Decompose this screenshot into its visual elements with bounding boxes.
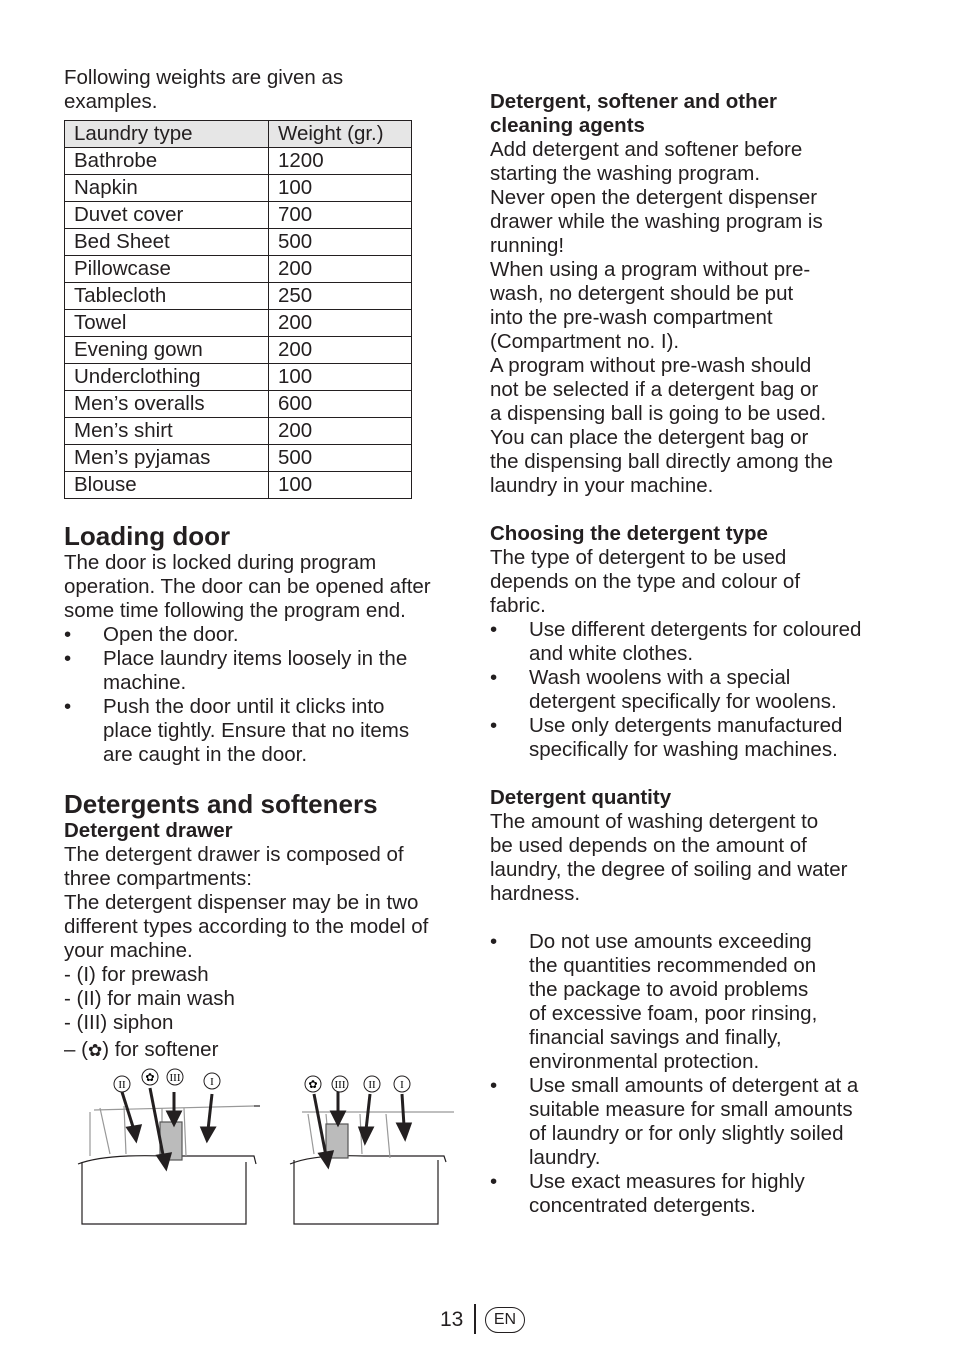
text-line: The amount of washing detergent to	[490, 810, 819, 833]
bullet-line: • Push the door until it clicks into	[103, 695, 385, 718]
detergent-drawer-heading: Detergent drawer	[64, 819, 233, 842]
table-row	[65, 229, 412, 256]
cell-weight: 500	[269, 229, 412, 256]
text-line: wash, no detergent should be put	[490, 282, 794, 305]
header-laundry-type: Laundry type	[65, 121, 269, 148]
text-line: - (II) for main wash	[64, 987, 235, 1010]
language-badge: EN	[485, 1307, 525, 1333]
bullet-item	[64, 695, 464, 767]
label-III-left: III	[169, 1072, 181, 1084]
cell-laundry-type: Towel	[65, 310, 269, 337]
agents-heading-line-2: cleaning agents	[490, 114, 645, 137]
cell-weight: 200	[269, 310, 412, 337]
text-line: starting the washing program.	[490, 162, 761, 185]
label-I-left: I	[210, 1076, 214, 1088]
bullet-line: the package to avoid problems	[529, 978, 809, 1001]
cell-weight: 600	[269, 391, 412, 418]
softener-symbol-icon: ✿	[87, 1041, 103, 1060]
cell-weight: 100	[269, 472, 412, 499]
cell-laundry-type: Evening gown	[65, 337, 269, 364]
text-line: the dispensing ball directly among the	[490, 450, 834, 473]
label-softener-right: ✿	[308, 1079, 318, 1091]
bullet-line: place tightly. Ensure that no items	[103, 719, 410, 742]
bullet-line: laundry.	[529, 1146, 601, 1169]
detergent-type-heading: Choosing the detergent type	[490, 522, 768, 545]
label-I-right: I	[400, 1079, 404, 1091]
text-line: Never open the detergent dispenser	[490, 186, 818, 209]
bullet-item	[64, 647, 464, 695]
bullet-line: financial savings and finally,	[529, 1026, 782, 1049]
text-line: The detergent dispenser may be in two	[64, 891, 419, 914]
cell-laundry-type: Tablecloth	[65, 283, 269, 310]
detergent-drawer-text	[64, 843, 464, 1035]
drawer-right-labels	[305, 1076, 410, 1092]
text-line: drawer while the washing program is	[490, 210, 823, 233]
weights-table-body	[65, 148, 412, 499]
loading-door-bullets	[64, 623, 464, 767]
right-column	[490, 90, 900, 1218]
bullet-item	[490, 1170, 900, 1218]
text-line: When using a program without pre-	[490, 258, 811, 281]
table-row	[65, 283, 412, 310]
cell-laundry-type: Men’s pyjamas	[65, 445, 269, 472]
text-line: fabric.	[490, 594, 546, 617]
cell-weight: 700	[269, 202, 412, 229]
bullet-line: • Do not use amounts exceeding	[529, 930, 812, 953]
bullet-line: • Use exact measures for highly	[529, 1170, 805, 1193]
text-line: hardness.	[490, 882, 581, 905]
bullet-line: the quantities recommended on	[529, 954, 817, 977]
drawer-left-illustration	[78, 1106, 260, 1224]
table-row	[65, 175, 412, 202]
detergent-quantity-bullets	[490, 930, 900, 1218]
bullet-line: of excessive foam, poor rinsing,	[529, 1002, 818, 1025]
bullet-line: suitable measure for small amounts	[529, 1098, 853, 1121]
text-line: be used depends on the amount of	[490, 834, 807, 857]
bullet-item	[490, 714, 900, 762]
cell-weight: 200	[269, 418, 412, 445]
table-header-row	[65, 121, 412, 148]
intro-line-2: examples.	[64, 90, 158, 113]
bullet-line: • Place laundry items loosely in the	[103, 647, 408, 670]
table-row	[65, 202, 412, 229]
bullet-line: • Use only detergents manufactured	[529, 714, 843, 737]
agents-heading-line-1: Detergent, softener and other	[490, 90, 778, 113]
text-line: running!	[490, 234, 565, 257]
bullet-line: specifically for washing machines.	[529, 738, 838, 761]
bullet-line: detergent specifically for woolens.	[529, 690, 837, 713]
softener-line	[64, 1038, 464, 1063]
table-row	[65, 310, 412, 337]
cell-weight: 200	[269, 337, 412, 364]
bullet-line: are caught in the door.	[103, 743, 308, 766]
page-number: 13	[440, 1308, 464, 1331]
cell-weight: 1200	[269, 148, 412, 175]
softener-suffix: ) for softener	[102, 1038, 219, 1061]
bullet-line: • Open the door.	[103, 623, 239, 646]
table-row	[65, 391, 412, 418]
softener-prefix: – (	[64, 1038, 88, 1061]
text-line: (Compartment no. I).	[490, 330, 680, 353]
bullet-item	[490, 666, 900, 714]
bullet-line: environmental protection.	[529, 1050, 760, 1073]
label-II-right: II	[368, 1079, 376, 1091]
cell-laundry-type: Pillowcase	[65, 256, 269, 283]
text-line: operation. The door can be opened after	[64, 575, 431, 598]
bullet-line: and white clothes.	[529, 642, 694, 665]
cell-weight: 250	[269, 283, 412, 310]
bullet-item	[64, 623, 464, 647]
text-line: - (III) siphon	[64, 1011, 174, 1034]
intro-line-1: Following weights are given as	[64, 66, 344, 89]
cell-weight: 200	[269, 256, 412, 283]
footer-divider	[474, 1304, 476, 1334]
text-line: not be selected if a detergent bag or	[490, 378, 819, 401]
text-line: The detergent drawer is composed of	[64, 843, 404, 866]
bullet-line: concentrated detergents.	[529, 1194, 756, 1217]
text-line: laundry, the degree of soiling and water	[490, 858, 848, 881]
text-line: You can place the detergent bag or	[490, 426, 809, 449]
detergent-drawer-diagram	[64, 1064, 464, 1234]
table-row	[65, 337, 412, 364]
text-line: your machine.	[64, 939, 193, 962]
bullet-line: • Use small amounts of detergent at a	[529, 1074, 859, 1097]
left-column	[64, 66, 464, 1063]
cell-laundry-type: Napkin	[65, 175, 269, 202]
cell-weight: 500	[269, 445, 412, 472]
text-line: depends on the type and colour of	[490, 570, 801, 593]
text-line: different types according to the model of	[64, 915, 429, 938]
detergent-quantity-text	[490, 810, 900, 906]
bullet-line: • Wash woolens with a special	[529, 666, 791, 689]
loading-door-text	[64, 551, 464, 623]
detergent-quantity-heading: Detergent quantity	[490, 786, 672, 809]
header-weight: Weight (gr.)	[269, 121, 412, 148]
cell-laundry-type: Duvet cover	[65, 202, 269, 229]
label-II-left: II	[118, 1079, 126, 1091]
text-line: into the pre-wash compartment	[490, 306, 773, 329]
text-line: three compartments:	[64, 867, 252, 890]
text-line: a dispensing ball is going to be used.	[490, 402, 827, 425]
bullet-line: of laundry or for only slightly soiled	[529, 1122, 844, 1145]
text-line: A program without pre-wash should	[490, 354, 812, 377]
loading-door-heading: Loading door	[64, 521, 231, 551]
table-row	[65, 364, 412, 391]
detergent-type-text	[490, 546, 900, 618]
agents-text	[490, 138, 900, 498]
cell-laundry-type: Underclothing	[65, 364, 269, 391]
label-III-right: III	[334, 1079, 346, 1091]
table-row	[65, 256, 412, 283]
label-softener-left: ✿	[145, 1072, 155, 1084]
table-row	[65, 148, 412, 175]
detergent-type-bullets	[490, 618, 900, 762]
text-line: some time following the program end.	[64, 599, 406, 622]
bullet-item	[490, 618, 900, 666]
cell-laundry-type: Bathrobe	[65, 148, 269, 175]
text-line: Add detergent and softener before	[490, 138, 803, 161]
text-line: - (I) for prewash	[64, 963, 209, 986]
cell-weight: 100	[269, 364, 412, 391]
text-line: The type of detergent to be used	[490, 546, 787, 569]
page-footer	[0, 1304, 954, 1336]
bullet-line: • Use different detergents for coloured	[529, 618, 862, 641]
table-row	[65, 472, 412, 499]
cell-laundry-type: Blouse	[65, 472, 269, 499]
drawer-left-labels	[114, 1069, 220, 1092]
cell-laundry-type: Men’s overalls	[65, 391, 269, 418]
detergents-heading: Detergents and softeners	[64, 789, 378, 819]
bullet-item	[490, 1074, 900, 1170]
table-row	[65, 418, 412, 445]
bullet-item	[490, 930, 900, 1074]
cell-laundry-type: Men’s shirt	[65, 418, 269, 445]
cell-laundry-type: Bed Sheet	[65, 229, 269, 256]
text-line: laundry in your machine.	[490, 474, 714, 497]
weights-table	[64, 120, 412, 499]
cell-weight: 100	[269, 175, 412, 202]
text-line: The door is locked during program	[64, 551, 377, 574]
bullet-line: machine.	[103, 671, 187, 694]
table-row	[65, 445, 412, 472]
